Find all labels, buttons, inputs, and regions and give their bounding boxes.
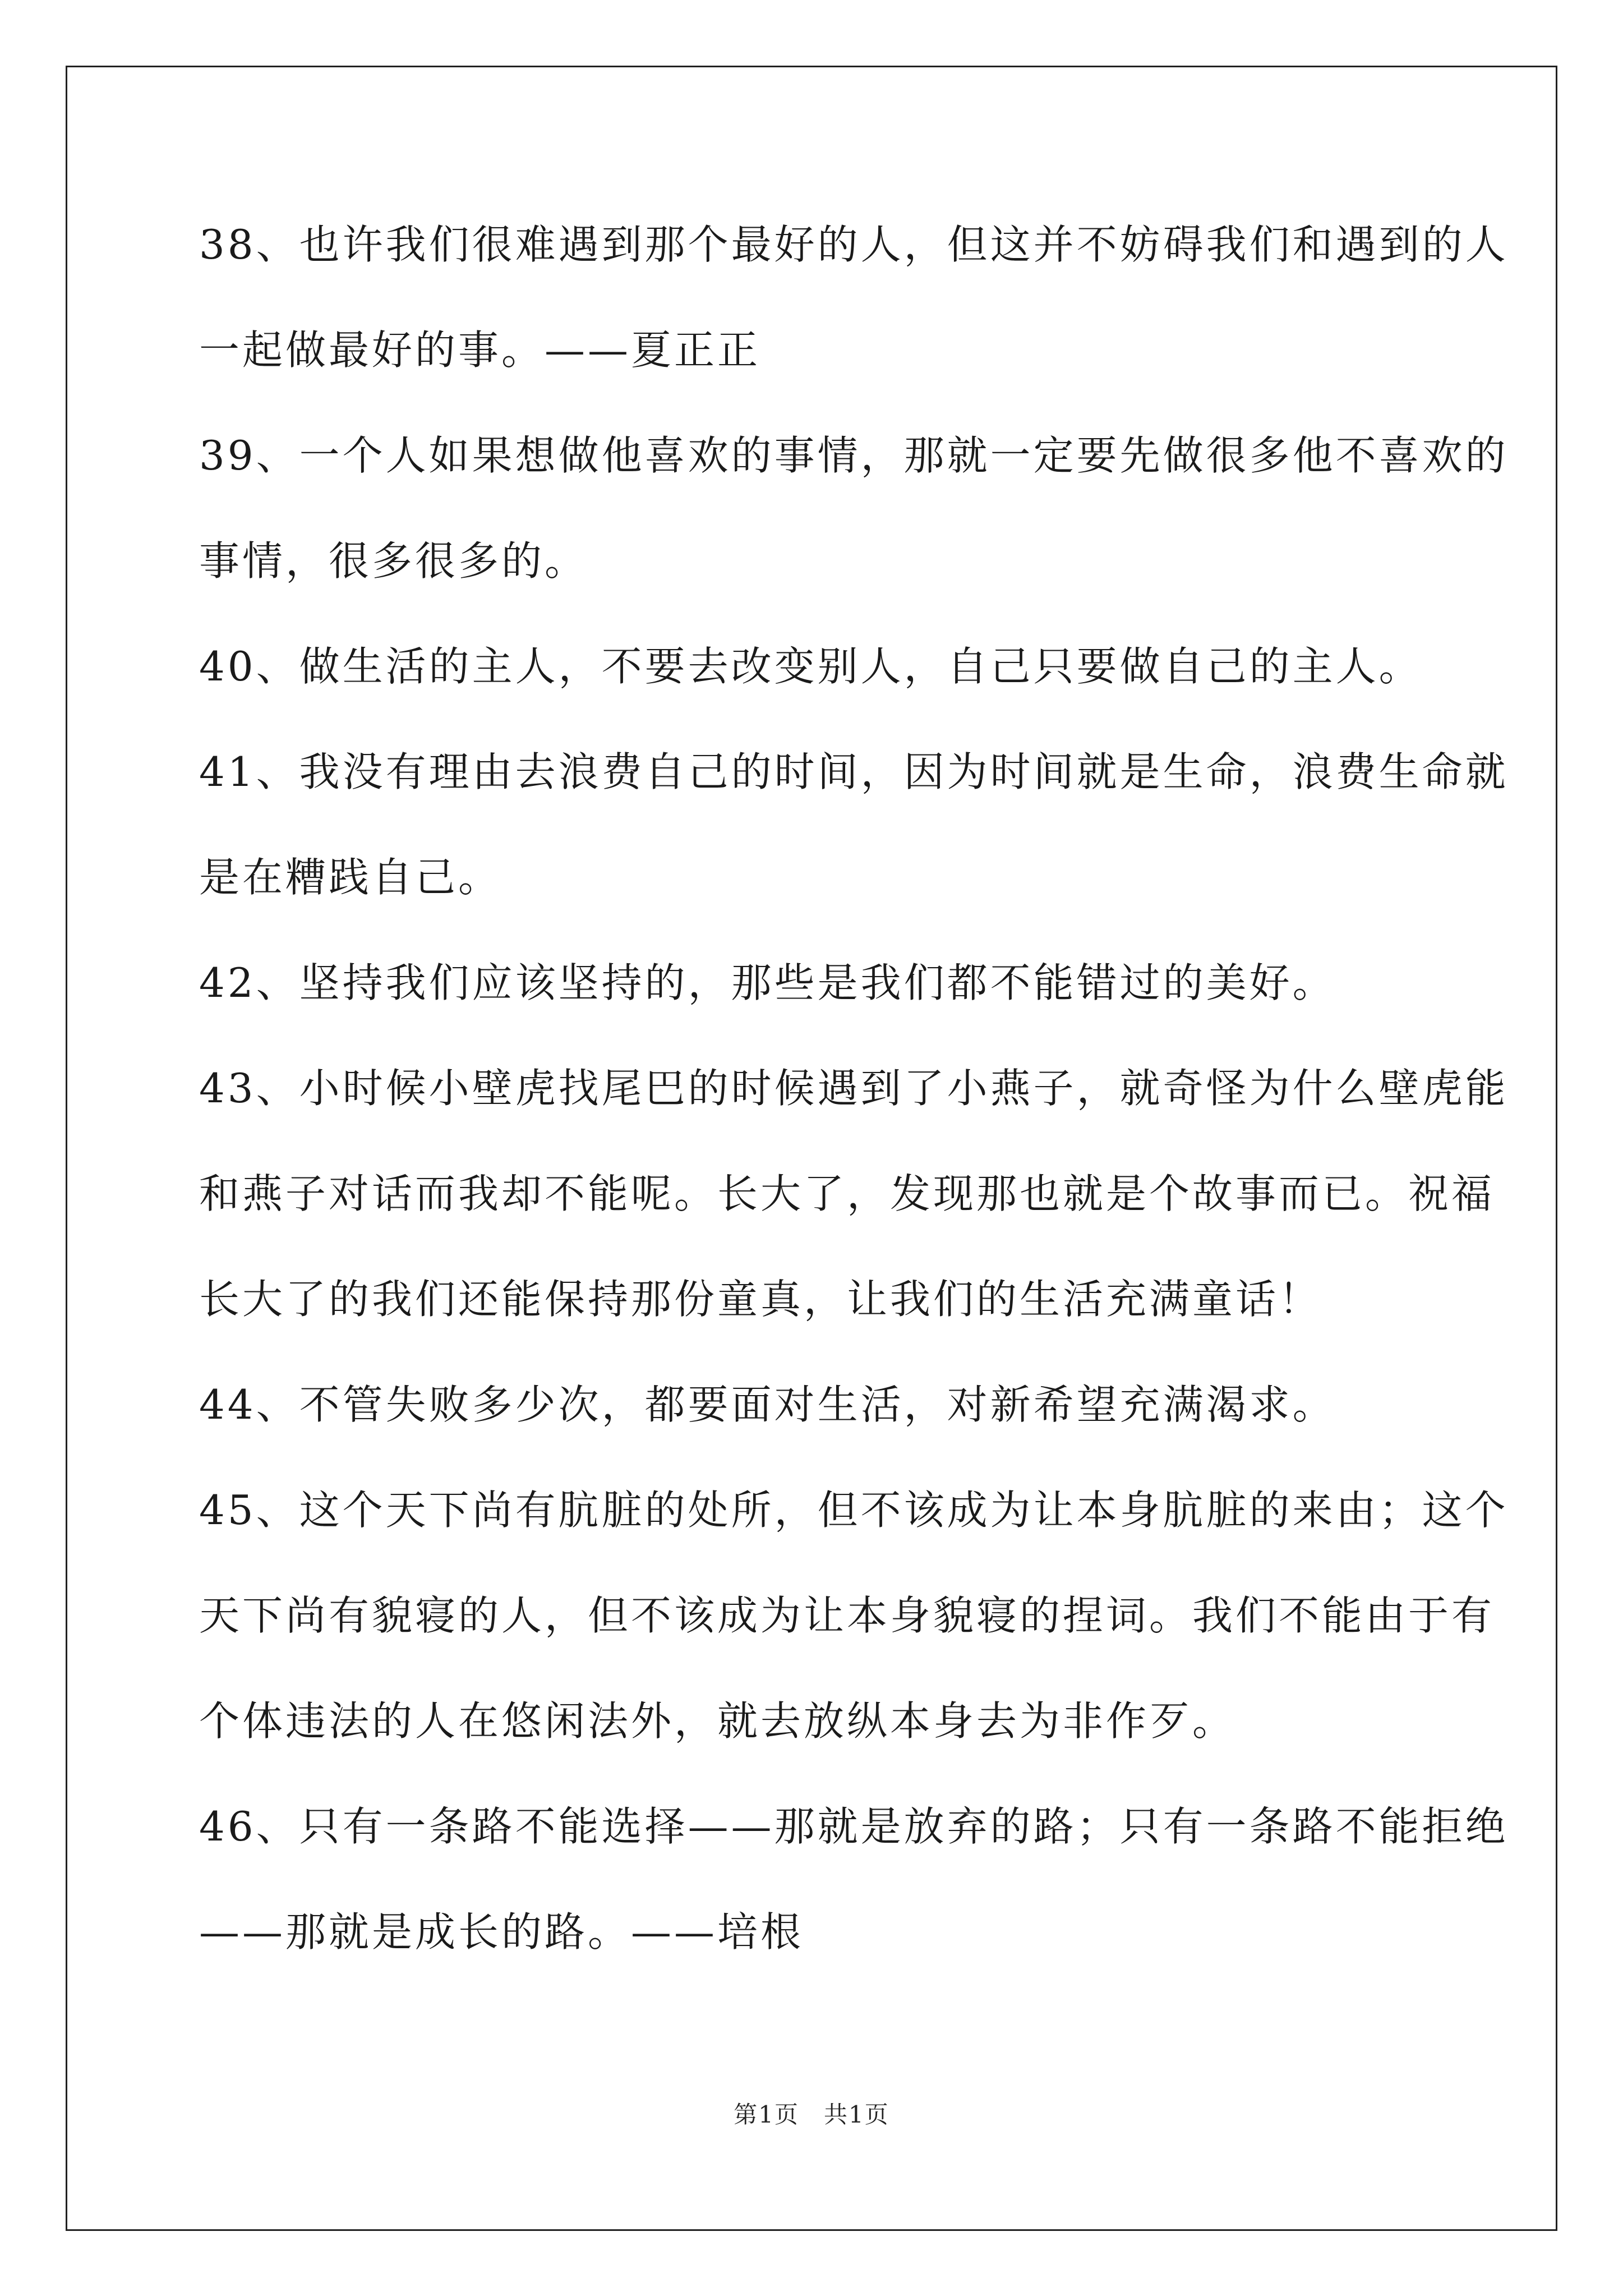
text-line: 40、做生活的主人，不要去改变别人，自己只要做自己的主人。 xyxy=(199,643,1422,690)
text-line: 和燕子对话而我却不能呢。长大了，发现那也就是个故事而已。祝福 xyxy=(199,1170,1495,1217)
text-line: 38、也许我们很难遇到那个最好的人，但这并不妨碍我们和遇到的人 xyxy=(199,221,1509,268)
text-line: 42、坚持我们应该坚持的，那些是我们都不能错过的美好。 xyxy=(199,959,1336,1006)
text-line: 是在糟践自己。 xyxy=(199,854,502,901)
text-line: 长大了的我们还能保持那份童真，让我们的生活充满童话！ xyxy=(199,1276,1322,1323)
text-line: 39、一个人如果想做他喜欢的事情，那就一定要先做很多他不喜欢的 xyxy=(199,432,1509,479)
text-line: ——那就是成长的路。——培根 xyxy=(199,1908,804,1955)
text-line: 46、只有一条路不能选择——那就是放弃的路；只有一条路不能拒绝 xyxy=(199,1803,1509,1850)
page-footer: 第1页 共1页 xyxy=(734,2101,889,2128)
text-line: 45、这个天下尚有肮脏的处所，但不该成为让本身肮脏的来由；这个 xyxy=(199,1487,1509,1534)
text-line: 事情，很多很多的。 xyxy=(199,537,588,585)
text-line: 43、小时候小壁虎找尾巴的时候遇到了小燕子，就奇怪为什么壁虎能 xyxy=(199,1065,1509,1112)
text-line: 天下尚有貌寝的人，但不该成为让本身貌寝的捏词。我们不能由于有 xyxy=(199,1592,1495,1639)
text-line: 41、我没有理由去浪费自己的时间，因为时间就是生命，浪费生命就 xyxy=(199,748,1509,795)
text-line: 个体违法的人在悠闲法外，就去放纵本身去为非作歹。 xyxy=(199,1697,1236,1745)
text-line: 一起做最好的事。——夏正正 xyxy=(199,326,761,374)
text-line: 44、不管失败多少次，都要面对生活，对新希望充满渴求。 xyxy=(199,1381,1336,1428)
